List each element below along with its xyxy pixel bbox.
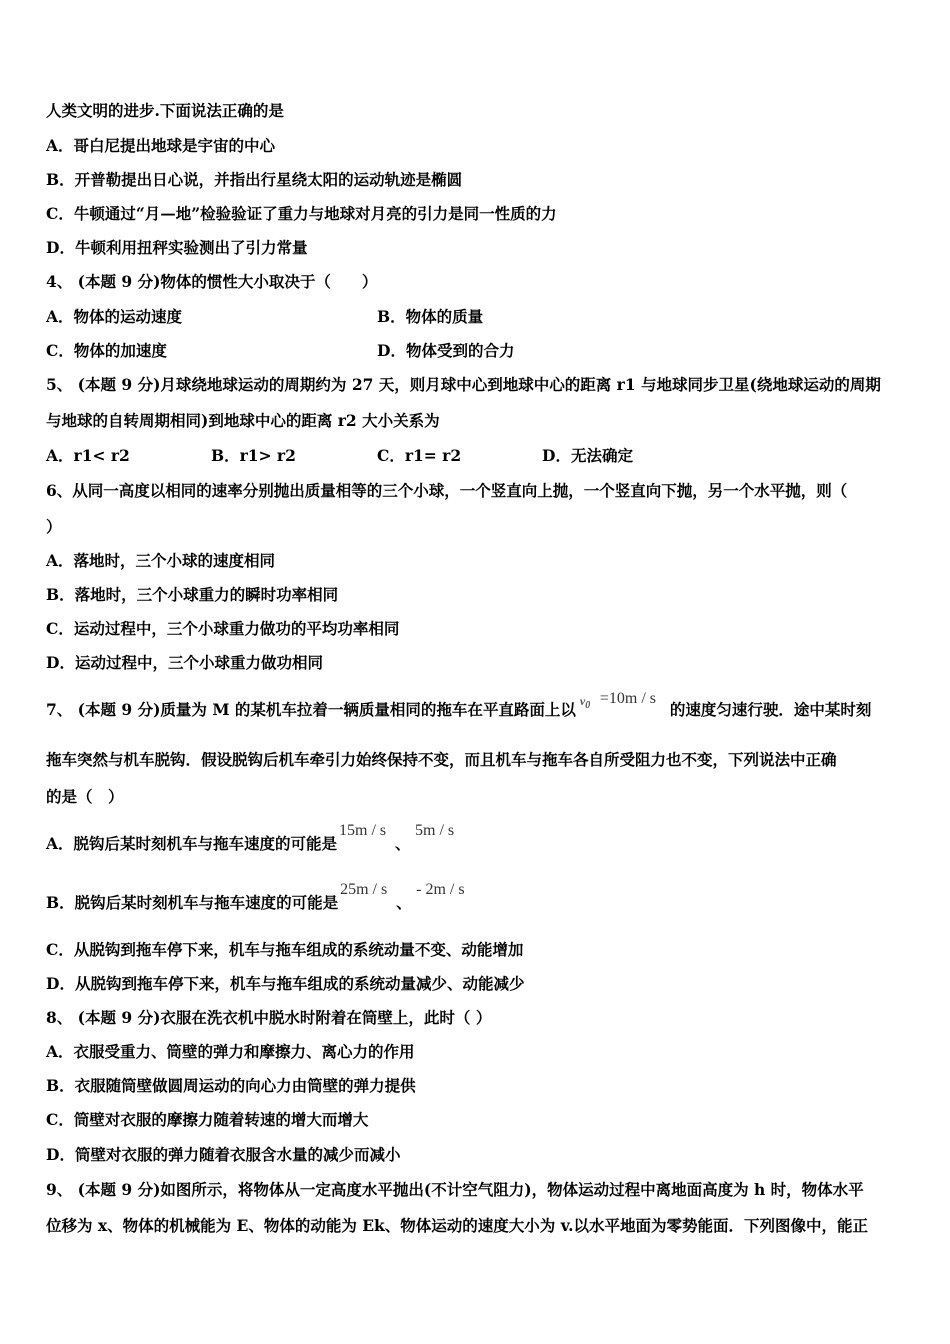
q4-stem: 4、 (本题 9 分)物体的惯性大小取决于（ ） [46,272,378,291]
q8-option-c: C．筒壁对衣服的摩擦力随着转速的增大而增大 [46,1110,369,1129]
q5-option-d: D．无法确定 [542,446,633,465]
q5-option-c: C．r1= r2 [377,446,462,465]
q7-option-b-sep: 、 [396,893,412,912]
q4-option-b: B．物体的质量 [377,307,484,326]
intro-line: 人类文明的进步.下面说法正确的是 [46,101,284,120]
q8-option-a: A．衣服受重力、筒壁的弹力和摩擦力、离心力的作用 [46,1042,415,1061]
q7-option-a-v1: 15m / s [339,822,387,839]
q9-stem-line1: 9、 (本题 9 分)如图所示，将物体从一定高度水平抛出(不计空气阻力)，物体运动过程中离地面高度为 h 时，物体水平 [46,1180,864,1199]
q7-option-d: D．从脱钩到拖车停下来，机车与拖车组成的系统动量减少、动能减少 [46,974,525,993]
q6-option-c: C．运动过程中，三个小球重力做功的平均功率相同 [46,619,400,638]
q7-option-a-v2: 5m / s [415,822,455,839]
q7-option-b-formula [338,881,488,913]
q7-stem-line3: 的是（ ） [46,787,124,806]
q6-option-a: A．落地时，三个小球的速度相同 [46,551,276,570]
q7-option-a-formula [337,822,475,854]
q7-stem-part1: 7、 (本题 9 分)质量为 M 的某机车拉着一辆质量相同的拖车在平直路面上以 [46,700,576,719]
q5-stem-line1: 5、 (本题 9 分)月球绕地球运动的周期约为 27 天，则月球中心到地球中心的距离 r1 与地球同步卫星(绕地球运动的周期 [46,375,881,394]
q8-stem: 8、 (本题 9 分)衣服在洗衣机中脱水时附着在筒壁上，此时（ ） [46,1008,492,1027]
q7-v0-subscript: 0 [585,700,591,711]
q6-option-d: D．运动过程中，三个小球重力做功相同 [46,653,323,672]
q8-option-d: D．筒壁对衣服的弹力随着衣服含水量的减少而减小 [46,1145,401,1164]
q6-option-b: B．落地时，三个小球重力的瞬时功率相同 [46,585,339,604]
q5-option-a: A．r1< r2 [46,446,130,465]
q7-stem-line2: 拖车突然与机车脱钩．假设脱钩后机车牵引力始终保持不变，而且机车与拖车各自所受阻力也不变，下列说法中正确 [46,750,837,769]
q7-option-b [46,881,488,913]
q7-stem-line1 [46,690,872,720]
q8-option-b: B．衣服随筒壁做圆周运动的向心力由筒壁的弹力提供 [46,1076,416,1095]
q7-option-b-v1: 25m / s [340,881,388,898]
q7-v0-formula [576,690,670,720]
q4-option-c: C．物体的加速度 [46,341,167,360]
q7-stem-part2: 的速度匀速行驶．途中某时刻 [669,700,872,719]
q7-option-a [46,822,475,854]
q3-option-b: B．开普勒提出日心说，并指出行星绕太阳的运动轨迹是椭圆 [46,170,463,189]
q3-option-d: D．牛顿利用扭秤实验测出了引力常量 [46,238,308,257]
q7-option-c: C．从脱钩到拖车停下来，机车与拖车组成的系统动量不变、动能增加 [46,940,524,959]
q7-v0-value: =10m / s [599,690,657,707]
q6-stem-line1: 6、从同一高度以相同的速率分别抛出质量相等的三个小球，一个竖直向上抛，一个竖直向下抛，另一个水平抛，则（ [46,481,848,500]
q5-option-b: B．r1> r2 [211,446,296,465]
q3-option-a: A．哥白尼提出地球是宇宙的中心 [46,136,276,155]
q9-stem-line2: 位移为 x、物体的机械能为 E、物体的动能为 Ek、物体运动的速度大小为 v.以水平地面为零势能面．下列图像中，能正 [46,1216,869,1235]
q7-v0-symbol: v [579,694,586,708]
q7-option-b-text: B．脱钩后某时刻机车与拖车速度的可能是 [46,893,339,912]
q4-option-a: A．物体的运动速度 [46,307,183,326]
q3-option-c: C．牛顿通过“月—地”检验验证了重力与地球对月亮的引力是同一性质的力 [46,204,557,223]
q5-stem-line2: 与地球的自转周期相同)到地球中心的距离 r2 大小关系为 [46,411,440,430]
q7-option-a-sep: 、 [395,834,411,853]
q4-option-d: D．物体受到的合力 [377,341,515,360]
q6-stem-line2: ） [46,517,62,536]
q7-option-a-text: A．脱钩后某时刻机车与拖车速度的可能是 [46,834,338,853]
q7-option-b-v2: - 2m / s [416,881,465,898]
